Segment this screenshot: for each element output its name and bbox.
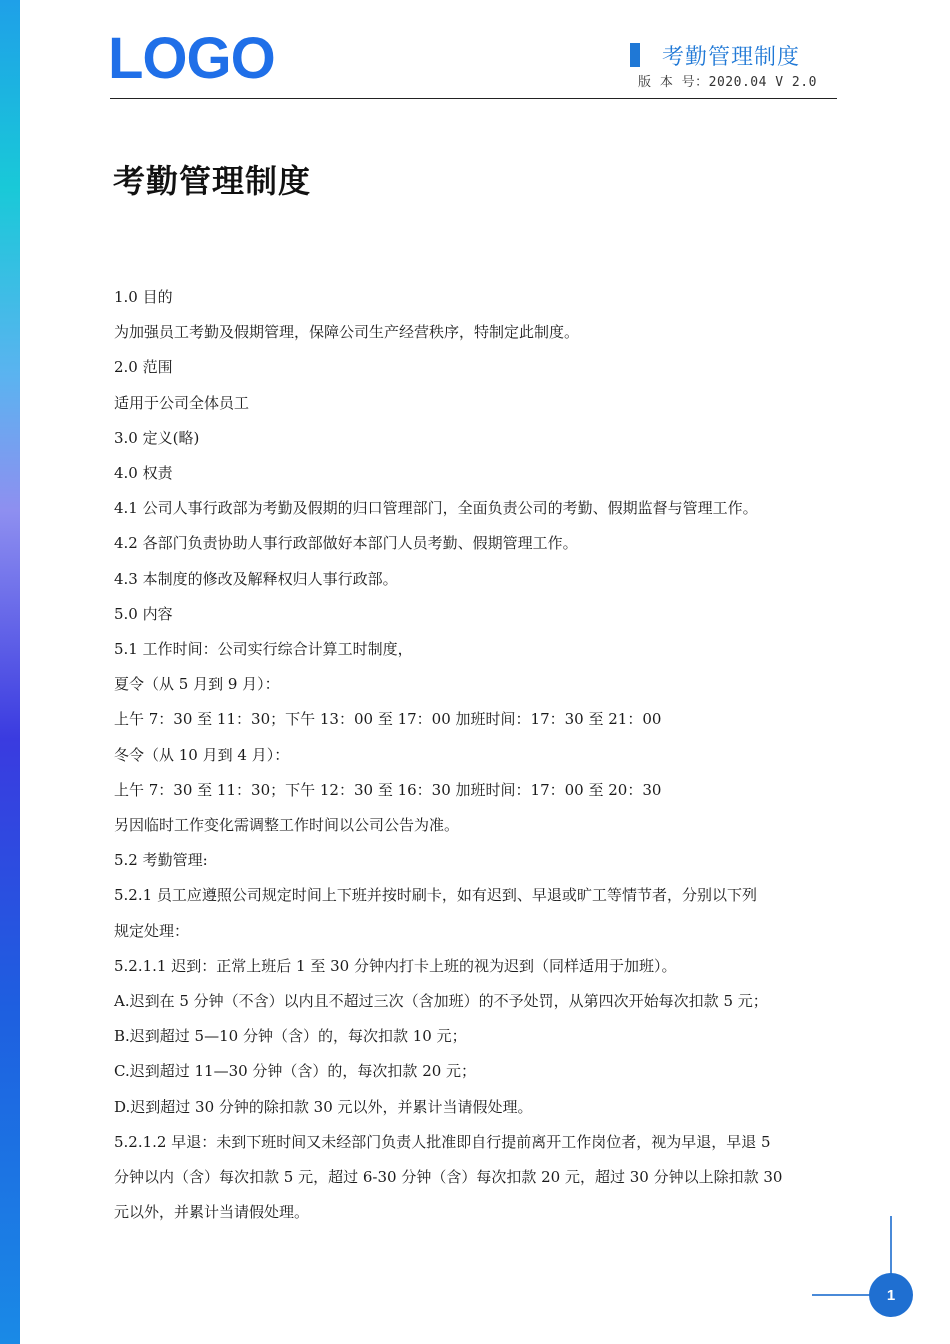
body-line: A.迟到在 5 分钟（不含）以内且不超过三次（含加班）的不予处罚，从第四次开始每次扣款 5 元； — [114, 992, 768, 1011]
body-line: 3.0 定义(略) — [114, 428, 200, 447]
body-line: 5.2 考勤管理: — [114, 851, 208, 870]
body-line: 5.2.1 员工应遵照公司规定时间上下班并按时刷卡，如有迟到、早退或旷工等情节者，分别以下列 — [114, 886, 757, 905]
body-line: 5.2.1.2 早退：未到下班时间又未经部门负责人批准即自行提前离开工作岗位者，视为早退，早退 5 — [114, 1132, 771, 1151]
body-line: 另因临时工作变化需调整工作时间以公司公告为准。 — [114, 816, 460, 835]
side-gradient-bar — [0, 0, 20, 1344]
body-line: 4.3 本制度的修改及解释权归人事行政部。 — [114, 569, 398, 588]
body-line: 4.2 各部门负责协助人事行政部做好本部门人员考勤、假期管理工作。 — [114, 534, 578, 553]
version-number: 版 本 号：2020.04 V 2.0 — [638, 75, 817, 90]
body-line: 冬令（从 10 月到 4 月）： — [114, 745, 290, 764]
document-body — [114, 280, 836, 1230]
body-line: 5.2.1.1 迟到：正常上班后 1 至 30 分钟内打卡上班的视为迟到（同样适用于加班）。 — [114, 956, 677, 975]
page-marker-vertical-line — [890, 1216, 892, 1274]
body-line: B.迟到超过 5—10 分钟（含）的，每次扣款 10 元； — [114, 1027, 467, 1046]
header-title: 考勤管理制度 — [662, 44, 801, 70]
body-line: 5.0 内容 — [114, 604, 173, 623]
body-line: 4.1 公司人事行政部为考勤及假期的归口管理部门，全面负责公司的考勤、假期监督与管理工作。 — [114, 499, 758, 518]
header-title-block — [630, 40, 800, 70]
header-accent-mark — [630, 43, 640, 67]
body-line: 适用于公司全体员工 — [114, 393, 250, 412]
body-line: 上午 7：30 至 11：30；下午 12：30 至 16：30 加班时间：17：00 至 20：30 — [114, 780, 662, 799]
body-line: 上午 7：30 至 11：30；下午 13：00 至 17：00 加班时间：17：30 至 21：00 — [114, 710, 662, 729]
header-divider — [110, 98, 837, 99]
page-title: 考勤管理制度 — [113, 162, 312, 200]
page-number-badge — [869, 1273, 913, 1317]
body-line: 1.0 目的 — [114, 288, 173, 306]
body-line: C.迟到超过 11—30 分钟（含）的，每次扣款 20 元； — [114, 1062, 477, 1081]
body-line: 4.0 权责 — [114, 464, 173, 483]
body-line: 5.1 工作时间：公司实行综合计算工时制度， — [114, 640, 413, 659]
body-line: 夏令（从 5 月到 9 月）： — [114, 675, 280, 694]
body-line: D.迟到超过 30 分钟的除扣款 30 元以外，并累计当请假处理。 — [114, 1097, 533, 1116]
page-number: 1 — [886, 1286, 896, 1304]
body-line: 规定处理： — [114, 921, 190, 940]
body-line: 分钟以内（含）每次扣款 5 元，超过 6-30 分钟（含）每次扣款 20 元，超过 30 分钟以上除扣款 30 — [114, 1168, 783, 1187]
page-marker-horizontal-line — [812, 1294, 872, 1296]
body-line: 2.0 范围 — [114, 358, 173, 377]
logo: LOGO — [108, 26, 275, 91]
body-line: 为加强员工考勤及假期管理，保障公司生产经营秩序，特制定此制度。 — [114, 323, 580, 342]
body-line: 元以外，并累计当请假处理。 — [114, 1203, 310, 1222]
